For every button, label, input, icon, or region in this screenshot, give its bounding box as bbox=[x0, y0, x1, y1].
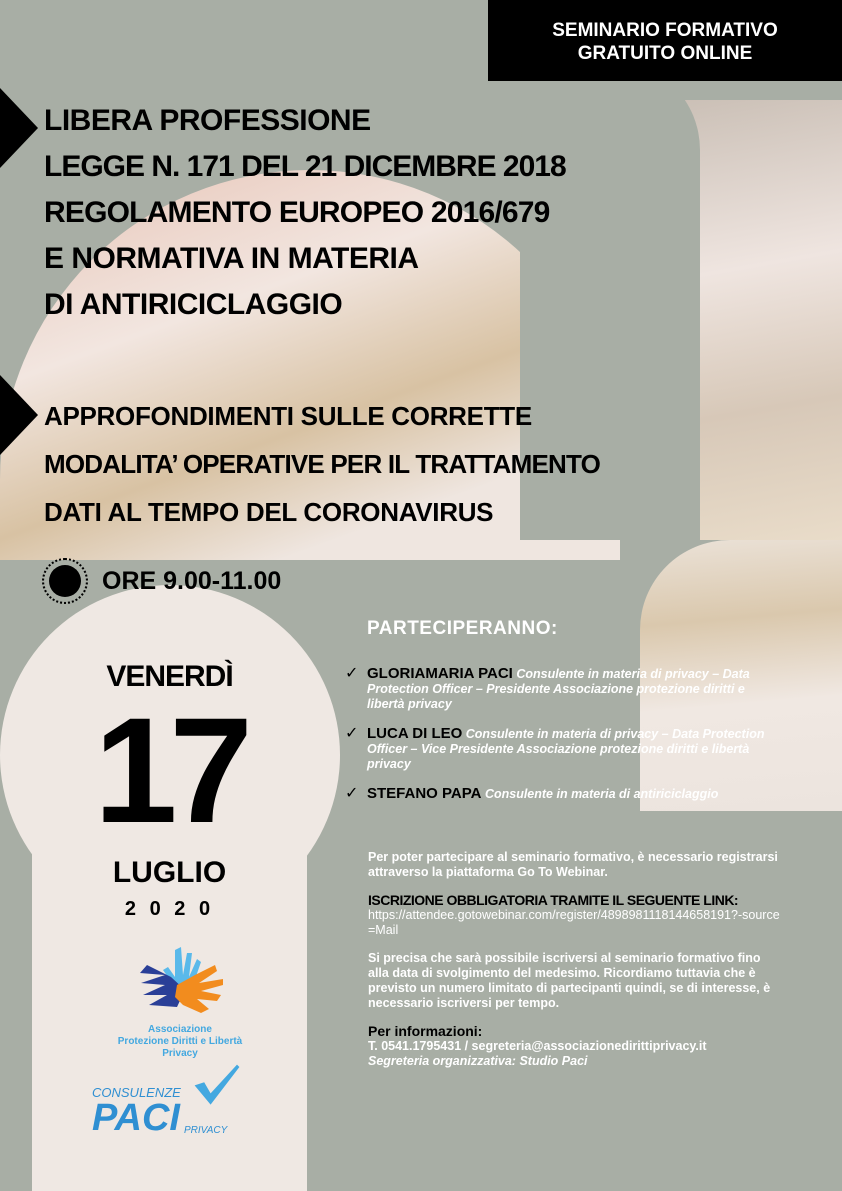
seminar-banner bbox=[488, 0, 842, 81]
logo-text: Associazione bbox=[148, 1024, 212, 1035]
event-month: LUGLIO bbox=[112, 856, 227, 889]
event-day: 17 bbox=[94, 686, 245, 854]
list-item bbox=[345, 726, 785, 772]
arrow-marker-icon bbox=[0, 88, 38, 168]
note-text: Si precisa che sarà possibile iscriversi al seminario formativo fino alla data di svolgimento del medesimo. Ricordiamo tuttavia che è previsto un numero limitato di partecipanti quindi, se di interesse, è necessario iscriversi per tempo. bbox=[368, 951, 771, 1010]
intro-text: Per poter partecipare al seminario formativo, è necessario registrarsi attraverso la piattaforma Go To Webinar. bbox=[368, 850, 778, 879]
participant-role: Consulente in materia di privacy – Data Protection Officer – Vice Presidente Associazione protezione diritti e libertà privacy bbox=[367, 727, 765, 771]
logo-text: Protezione Diritti e Libertà bbox=[117, 1036, 243, 1047]
title-line: REGOLAMENTO EUROPEO 2016/679 bbox=[44, 196, 550, 229]
registration-link[interactable]: https://attendee.gotowebinar.com/register/4898981118144658191?-source=Mail bbox=[368, 908, 780, 937]
time-row bbox=[42, 558, 281, 604]
event-year: 2 0 2 0 bbox=[124, 898, 215, 920]
logo-text: Privacy bbox=[162, 1048, 198, 1059]
contact-label: Per informazioni: bbox=[368, 1023, 483, 1039]
check-icon: ✓ bbox=[345, 785, 359, 802]
list-item bbox=[345, 786, 785, 802]
title-line: E NORMATIVA IN MATERIA bbox=[44, 242, 419, 275]
hands-icon bbox=[135, 945, 225, 1020]
checkmark-logo-icon bbox=[192, 1063, 242, 1107]
logo-text: PRIVACY bbox=[183, 1125, 228, 1136]
participant-role: Consulente in materia di antiriciclaggio bbox=[484, 787, 719, 801]
participants-list bbox=[345, 666, 785, 816]
subtitle-line: APPROFONDIMENTI SULLE CORRETTE bbox=[44, 401, 532, 431]
info-section bbox=[368, 850, 780, 1069]
subtitle-line: DATI AL TEMPO DEL CORONAVIRUS bbox=[44, 497, 494, 527]
subtitle-line: MODALITA’ OPERATIVE PER IL TRATTAMENTO bbox=[44, 449, 601, 479]
clock-dot-icon bbox=[42, 558, 88, 604]
participant-role: Consulente in materia di privacy – Data Protection Officer – Presidente Associazione protezione diritti e libertà privacy bbox=[367, 667, 750, 711]
association-logo bbox=[105, 945, 255, 1060]
participant-name: STEFANO PAPA bbox=[367, 785, 482, 802]
list-item bbox=[345, 666, 785, 712]
paci-logo bbox=[92, 1085, 252, 1139]
subtitle bbox=[44, 392, 804, 536]
participant-name: LUCA DI LEO bbox=[367, 725, 463, 742]
link-label: ISCRIZIONE OBBLIGATORIA TRAMITE IL SEGUENTE LINK: bbox=[368, 892, 739, 908]
participant-name: GLORIAMARIA PACI bbox=[367, 665, 513, 682]
event-time: ORE 9.00-11.00 bbox=[102, 566, 282, 595]
check-icon: ✓ bbox=[345, 665, 359, 682]
contact-details: T. 0541.1795431 / segreteria@associazionedirittiprivacy.it bbox=[368, 1039, 707, 1053]
title-line: LEGGE N. 171 DEL 21 DICEMBRE 2018 bbox=[44, 150, 566, 183]
secretary-text: Segreteria organizzativa: Studio Paci bbox=[368, 1054, 588, 1068]
banner-line2: GRATUITO ONLINE bbox=[577, 43, 753, 64]
title-line: DI ANTIRICICLAGGIO bbox=[44, 288, 343, 321]
arrow-marker-icon bbox=[0, 375, 38, 455]
participants-heading: PARTECIPERANNO: bbox=[367, 618, 558, 639]
title-line: LIBERA PROFESSIONE bbox=[44, 104, 371, 137]
logo-text: CONSULENZE bbox=[92, 1085, 181, 1100]
main-title bbox=[44, 98, 804, 328]
logo-text: PACI bbox=[92, 1097, 180, 1139]
event-weekday: VENERDÌ bbox=[106, 660, 233, 693]
banner-line1: SEMINARIO FORMATIVO bbox=[552, 20, 778, 41]
check-icon: ✓ bbox=[345, 725, 359, 742]
